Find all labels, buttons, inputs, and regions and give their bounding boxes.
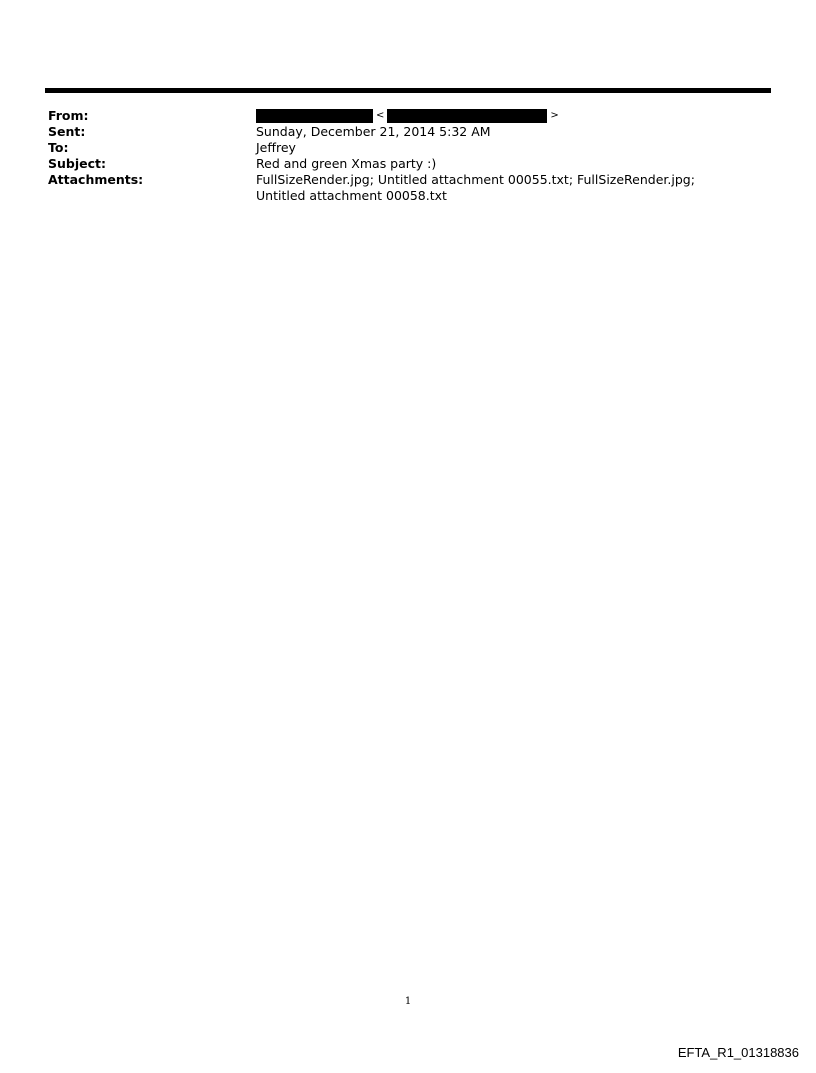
- document-id: EFTA_R1_01318836: [677, 1045, 799, 1060]
- from-bracket-close: >: [550, 110, 559, 121]
- redacted-sender-email: [387, 109, 547, 123]
- attachments-label: Attachments:: [48, 172, 144, 187]
- to-label: To:: [48, 140, 69, 155]
- header-rule: [45, 88, 771, 93]
- from-bracket-open: <: [376, 110, 385, 121]
- email-header: [48, 108, 748, 204]
- from-row: [48, 108, 748, 124]
- attachments-value: FullSizeRender.jpg; Untitled attachment 00055.txt; FullSizeRender.jpg; Untitled attachment 00058.txt: [256, 172, 695, 203]
- sent-value: Sunday, December 21, 2014 5:32 AM: [256, 124, 491, 139]
- page-number: 1: [404, 996, 412, 1007]
- sent-row: [48, 124, 748, 140]
- from-value: [256, 108, 726, 124]
- sent-label: Sent:: [48, 124, 86, 139]
- subject-row: [48, 156, 748, 172]
- subject-label: Subject:: [48, 156, 106, 171]
- subject-value: Red and green Xmas party :): [256, 156, 437, 171]
- attachments-row: [48, 172, 748, 204]
- redacted-sender-name: [256, 109, 373, 123]
- from-label: From:: [48, 108, 89, 123]
- to-value: Jeffrey: [256, 140, 296, 155]
- to-row: [48, 140, 748, 156]
